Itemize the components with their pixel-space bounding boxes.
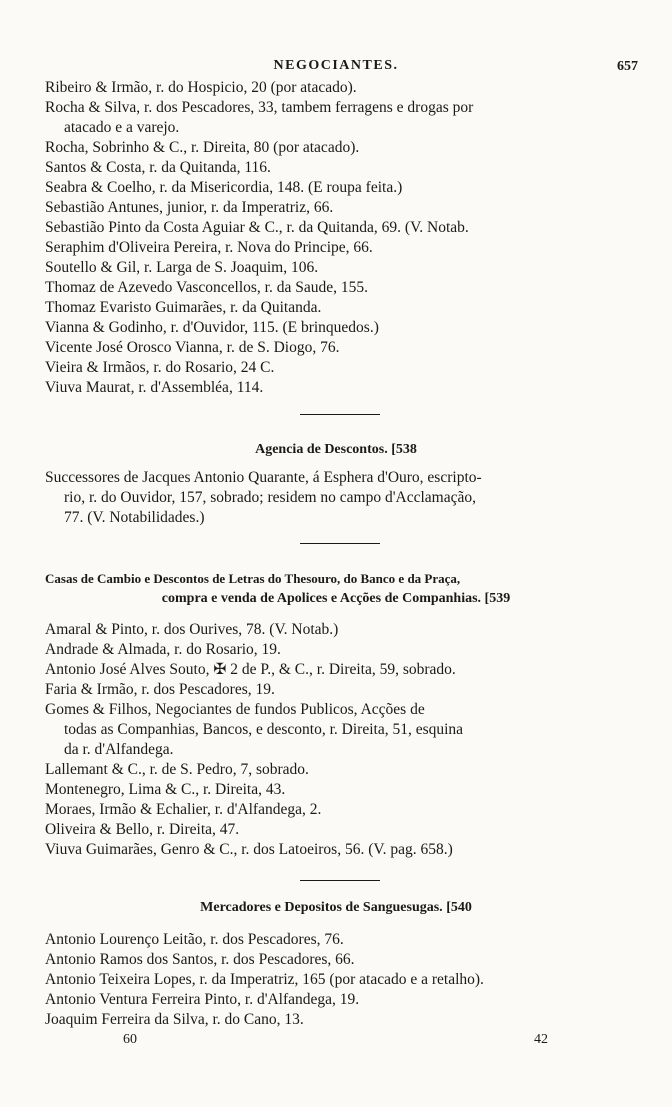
entry-line: Antonio Ramos dos Santos, r. dos Pescadores, 66. <box>45 951 355 968</box>
entry-line: Andrade & Almada, r. do Rosario, 19. <box>45 641 281 658</box>
entry-line: Montenegro, Lima & C., r. Direita, 43. <box>45 781 286 798</box>
entry-line: Rocha, Sobrinho & C., r. Direita, 80 (por atacado). <box>45 139 360 156</box>
entry-line: Gomes & Filhos, Negociantes de fundos Publicos, Acções de <box>45 701 425 718</box>
entry-line: Viuva Guimarães, Genro & C., r. dos Latoeiros, 56. (V. pag. 658.) <box>45 841 453 858</box>
section-divider <box>300 543 380 544</box>
section-heading-casas-line1: Casas de Cambio e Descontos de Letras do Thesouro, do Banco e da Praça, <box>45 571 461 586</box>
page-number: 657 <box>617 59 638 74</box>
entry-line: Joaquim Ferreira da Silva, r. do Cano, 13. <box>45 1011 304 1028</box>
entry-line: todas as Companhias, Bancos, e desconto, r. Direita, 51, esquina <box>64 721 464 738</box>
section-number: [538 <box>391 442 417 457</box>
entry-line: da r. d'Alfandega. <box>64 741 174 758</box>
section-divider <box>300 414 380 415</box>
entry-line: Antonio Teixeira Lopes, r. da Imperatriz, 165 (por atacado e a retalho). <box>45 971 484 988</box>
section-divider <box>300 880 380 881</box>
entry-line: Seraphim d'Oliveira Pereira, r. Nova do Principe, 66. <box>45 239 373 256</box>
signature-mark-left: 60 <box>123 1032 137 1047</box>
section-title: Mercadores e Depositos de Sanguesugas. <box>200 900 443 915</box>
entry-line: Santos & Costa, r. da Quitanda, 116. <box>45 159 271 176</box>
entry-line: Moraes, Irmão & Echalier, r. d'Alfandega, 2. <box>45 801 322 818</box>
entry-line: Thomaz de Azevedo Vasconcellos, r. da Saude, 155. <box>45 279 368 296</box>
signature-mark-right: 42 <box>534 1032 548 1047</box>
entry-line: Viuva Maurat, r. d'Assembléa, 114. <box>45 379 264 396</box>
entry-line: Soutello & Gil, r. Larga de S. Joaquim, 106. <box>45 259 319 276</box>
section-heading-casas-line2 <box>0 589 672 609</box>
entry-line: Antonio Lourenço Leitão, r. dos Pescadores, 76. <box>45 931 344 948</box>
entry-line: Sebastião Pinto da Costa Aguiar & C., r. da Quitanda, 69. (V. Notab. <box>45 219 469 236</box>
entry-line: Vicente José Orosco Vianna, r. de S. Diogo, 76. <box>45 339 340 356</box>
entry-line: Rocha & Silva, r. dos Pescadores, 33, tambem ferragens e drogas por <box>45 99 474 116</box>
entry-line: atacado e a varejo. <box>64 119 180 136</box>
entry-line: Faria & Irmão, r. dos Pescadores, 19. <box>45 681 275 698</box>
entry-line: rio, r. do Ouvidor, 157, sobrado; residem no campo d'Acclamação, <box>64 489 476 506</box>
entry-line: Antonio José Alves Souto, ✠ 2 de P., & C., r. Direita, 59, sobrado. <box>45 661 456 678</box>
entry-line: Lallemant & C., r. de S. Pedro, 7, sobrado. <box>45 761 309 778</box>
running-title: NEGOCIANTES. <box>273 58 399 73</box>
entry-line: Successores de Jacques Antonio Quarante, á Esphera d'Ouro, escripto- <box>45 469 482 486</box>
entry-line: Sebastião Antunes, junior, r. da Imperatriz, 66. <box>45 199 334 216</box>
entry-line: Vianna & Godinho, r. d'Ouvidor, 115. (E brinquedos.) <box>45 319 379 336</box>
entry-line: 77. (V. Notabilidades.) <box>64 509 205 526</box>
section-title: compra e venda de Apolices e Acções de Companhias. <box>161 591 482 606</box>
section-heading-agencia <box>0 440 672 460</box>
section-number: [539 <box>484 591 511 606</box>
entry-line: Thomaz Evaristo Guimarães, r. da Quitanda. <box>45 299 322 316</box>
entry-line: Amaral & Pinto, r. dos Ourives, 78. (V. Notab.) <box>45 621 339 638</box>
section-heading-sanguesugas <box>0 898 672 918</box>
page-header <box>0 58 672 78</box>
entry-line: Vieira & Irmãos, r. do Rosario, 24 C. <box>45 359 275 376</box>
entry-line: Oliveira & Bello, r. Direita, 47. <box>45 821 240 838</box>
entry-line: Ribeiro & Irmão, r. do Hospicio, 20 (por atacado). <box>45 79 357 96</box>
entry-line: Antonio Ventura Ferreira Pinto, r. d'Alfandega, 19. <box>45 991 360 1008</box>
section-title: Agencia de Descontos. <box>255 442 388 457</box>
section-number: [540 <box>446 900 472 915</box>
entry-line: Seabra & Coelho, r. da Misericordia, 148. (E roupa feita.) <box>45 179 403 196</box>
